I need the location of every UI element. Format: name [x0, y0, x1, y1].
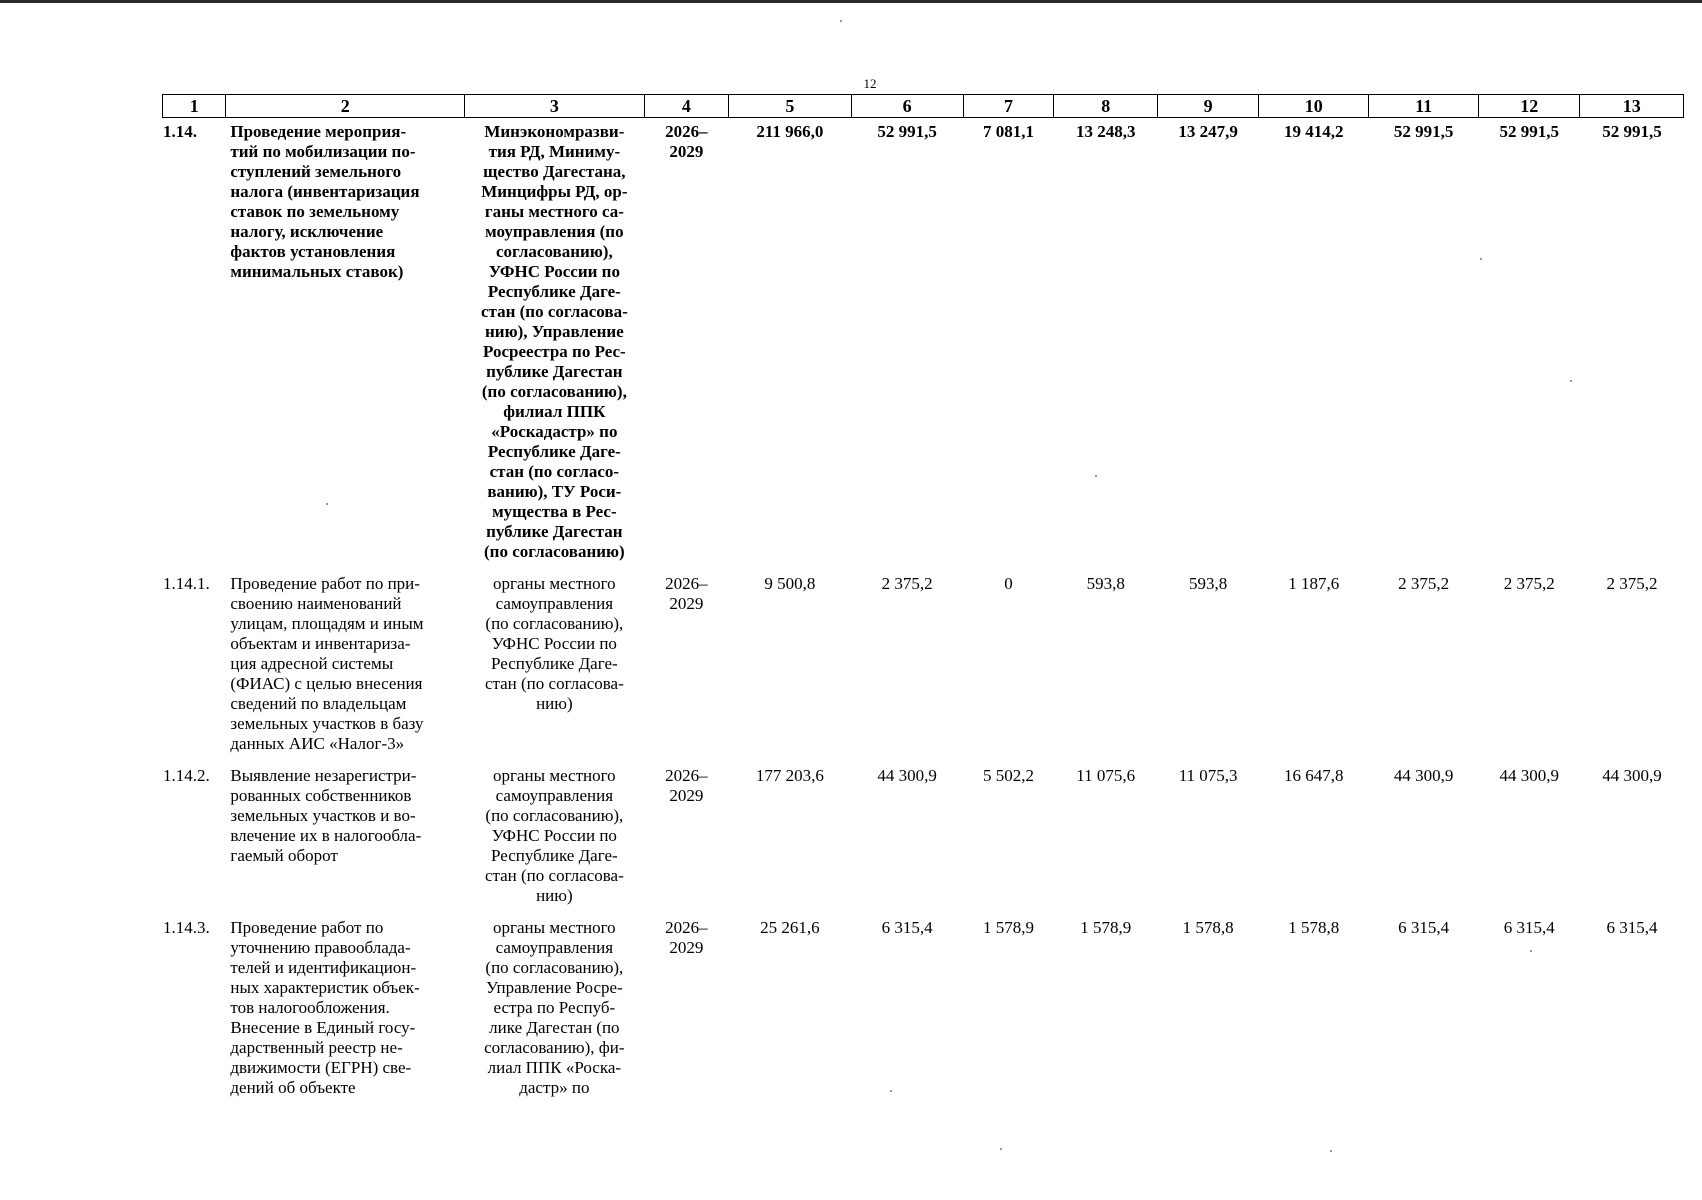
value-col-11: 6 315,4: [1398, 918, 1450, 937]
value-col-8: 11 075,6: [1076, 766, 1136, 785]
period-line: 2029: [669, 142, 704, 161]
activity-name: [226, 914, 465, 1106]
value-col-7: 1 578,9: [983, 918, 1035, 937]
activity-name-line: объектам и инвентариза-: [230, 634, 411, 653]
executors-line: органы местного: [493, 766, 616, 785]
activity-name-line: налога (инвентаризация: [230, 182, 420, 201]
activity-name-line: Проведение работ по при-: [230, 574, 420, 593]
activity-name-line: Проведение мероприя-: [230, 122, 407, 141]
value-col-7: 7 081,1: [983, 122, 1035, 141]
executors-line: моуправления (по: [485, 222, 624, 241]
executors-line: Управление Росре-: [486, 978, 623, 997]
scan-speck: [1330, 1150, 1332, 1152]
executors-line: согласованию), фи-: [484, 1038, 625, 1057]
value-col-8: 1 578,9: [1080, 918, 1132, 937]
column-header-3: 3: [465, 95, 645, 118]
period-line: 2029: [669, 786, 704, 805]
value-col-9: 13 247,9: [1178, 122, 1238, 141]
executors-line: Республике Даге-: [491, 846, 618, 865]
column-header-4: 4: [644, 95, 729, 118]
activity-name-line: данных АИС «Налог-3»: [230, 734, 405, 753]
header-row: [163, 95, 1684, 118]
value-col-13: 6 315,4: [1606, 918, 1658, 937]
value-col-6: 44 300,9: [877, 766, 937, 785]
executors-line: естра по Респуб-: [493, 998, 616, 1017]
activity-name-line: ставок по земельному: [230, 202, 400, 221]
table-row: [163, 118, 1684, 571]
activity-name-line: земельных участков в базу: [230, 714, 424, 733]
value-col-13: 52 991,5: [1602, 122, 1662, 141]
executors-line: щество Дагестана,: [483, 162, 626, 181]
executors-line: нию): [536, 694, 573, 713]
executors-line: публике Дагестан: [486, 522, 623, 541]
value-col-12: 44 300,9: [1499, 766, 1559, 785]
executors-line: самоуправления: [495, 786, 614, 805]
column-header-7: 7: [963, 95, 1054, 118]
period: [644, 118, 729, 571]
value-col-13: 2 375,2: [1606, 574, 1658, 593]
executors-line: стан (по согласова-: [480, 302, 628, 321]
period-line: 2029: [669, 938, 704, 957]
activity-name-line: ступлений земельного: [230, 162, 402, 181]
column-header-11: 11: [1369, 95, 1479, 118]
activity-name: [226, 118, 465, 571]
value-col-6: 2 375,2: [881, 574, 933, 593]
column-header-5: 5: [729, 95, 852, 118]
value-col-5: 211 966,0: [756, 122, 824, 141]
period-line: 2026–: [665, 122, 708, 141]
value-col-5: 25 261,6: [760, 918, 820, 937]
value-col-8: 593,8: [1086, 574, 1125, 593]
page-number: 12: [863, 76, 877, 91]
column-header-9: 9: [1157, 95, 1258, 118]
executors-line: лиал ППК «Роска-: [487, 1058, 622, 1077]
column-header-12: 12: [1479, 95, 1580, 118]
activity-name-line: движимости (ЕГРН) све-: [230, 1058, 412, 1077]
executors-line: ванию), ТУ Роси-: [487, 482, 622, 501]
activity-name-line: Проведение работ по: [230, 918, 384, 937]
activity-name-line: улицам, площадям и иным: [230, 614, 424, 633]
activity-name-line: сведений по владельцам: [230, 694, 407, 713]
period-line: 2026–: [665, 918, 708, 937]
executors-line: стан (по согласова-: [484, 674, 624, 693]
period: [644, 762, 729, 914]
value-col-13: 44 300,9: [1602, 766, 1662, 785]
executors-line: мущества в Рес-: [492, 502, 617, 521]
value-col-10: 16 647,8: [1284, 766, 1344, 785]
value-col-7: 5 502,2: [983, 766, 1035, 785]
row-number: 1.14.: [163, 122, 197, 141]
activity-name-line: уточнению правооблада-: [230, 938, 411, 957]
activity-name-line: телей и идентификацион-: [230, 958, 417, 977]
activity-name-line: Внесение в Единый госу-: [230, 1018, 416, 1037]
activity-name-line: минимальных ставок): [230, 262, 404, 281]
executors-line: «Роскадастр» по: [491, 422, 618, 441]
activity-name-line: гаемый оборот: [230, 846, 338, 865]
executors-line: стан (по согласова-: [484, 866, 624, 885]
activity-name-line: тий по мобилизации по-: [230, 142, 416, 161]
executors-line: органы местного: [493, 918, 616, 937]
value-col-11: 44 300,9: [1393, 766, 1454, 785]
executors-line: УФНС России по: [491, 826, 617, 845]
period-line: 2026–: [665, 766, 708, 785]
table-body: [163, 118, 1684, 1107]
column-header-6: 6: [851, 95, 963, 118]
period-line: 2029: [669, 594, 704, 613]
value-col-6: 52 991,5: [877, 122, 937, 141]
scan-speck: [1000, 1148, 1002, 1150]
executors: [465, 762, 645, 914]
activity-name-line: ция адресной системы: [230, 654, 394, 673]
activity-name-line: ных характеристик объек-: [230, 978, 420, 997]
activity-name-line: налогу, исключение: [230, 222, 384, 241]
executors-line: (по согласованию),: [485, 806, 624, 825]
executors-line: лике Дагестан (по: [489, 1018, 620, 1037]
column-header-13: 13: [1580, 95, 1684, 118]
executors-line: публике Дагестан: [486, 362, 623, 381]
executors-line: Республике Даге-: [487, 282, 621, 301]
column-header-2: 2: [226, 95, 465, 118]
budget-table: [162, 94, 1684, 1106]
executors-line: ганы местного са-: [484, 202, 624, 221]
executors-line: Минэкономразви-: [484, 122, 625, 141]
value-col-5: 177 203,6: [755, 766, 824, 785]
activity-name-line: рованных собственников: [230, 786, 412, 805]
table-row: [163, 762, 1684, 914]
executors-line: (по согласованию),: [485, 614, 624, 633]
value-col-12: 6 315,4: [1503, 918, 1555, 937]
activity-name-line: (ФИАС) с целью внесения: [230, 674, 423, 693]
value-col-10: 1 578,8: [1288, 918, 1340, 937]
executors-line: стан (по согласо-: [489, 462, 620, 481]
value-col-12: 52 991,5: [1499, 122, 1559, 141]
executors-line: Республике Даге-: [491, 654, 618, 673]
executors-line: самоуправления: [495, 594, 614, 613]
value-col-10: 1 187,6: [1288, 574, 1340, 593]
activity-name: [226, 570, 465, 762]
executors-line: филиал ППК: [503, 402, 606, 421]
table-row: [163, 914, 1684, 1106]
value-col-9: 11 075,3: [1178, 766, 1238, 785]
executors-line: органы местного: [493, 574, 616, 593]
value-col-12: 2 375,2: [1503, 574, 1555, 593]
activity-name-line: влечение их в налогообла-: [230, 826, 422, 845]
scan-top-edge: [0, 0, 1702, 3]
column-header-1: 1: [163, 95, 226, 118]
executors-line: нию): [536, 886, 573, 905]
executors-line: тия РД, Миниму-: [488, 142, 621, 161]
executors-line: (по согласованию),: [485, 958, 624, 977]
executors-line: УФНС России по: [488, 262, 620, 281]
executors: [465, 914, 645, 1106]
column-header-10: 10: [1259, 95, 1369, 118]
executors: [465, 118, 645, 571]
activity-name-line: дарственный реестр не-: [230, 1038, 403, 1057]
executors: [465, 570, 645, 762]
period: [644, 914, 729, 1106]
row-number: 1.14.3.: [163, 918, 210, 937]
value-col-9: 1 578,8: [1182, 918, 1234, 937]
table-row: [163, 570, 1684, 762]
executors-line: Республике Даге-: [487, 442, 621, 461]
executors-line: (по согласованию): [484, 542, 625, 561]
value-col-5: 9 500,8: [764, 574, 816, 593]
executors-line: Минцифры РД, ор-: [481, 182, 628, 201]
value-col-6: 6 315,4: [881, 918, 933, 937]
row-number: 1.14.1.: [163, 574, 210, 593]
executors-line: согласованию),: [495, 242, 613, 261]
value-col-9: 593,8: [1189, 574, 1228, 593]
period: [644, 570, 729, 762]
activity-name-line: тов налогообложения.: [230, 998, 390, 1017]
value-col-8: 13 248,3: [1075, 122, 1136, 141]
period-line: 2026–: [665, 574, 708, 593]
activity-name-line: фактов установления: [230, 242, 396, 261]
executors-line: дастр» по: [519, 1078, 590, 1097]
executors-line: Росреестра по Рес-: [482, 342, 626, 361]
value-col-7: 0: [1004, 574, 1013, 593]
scan-speck: [840, 20, 842, 22]
executors-line: самоуправления: [495, 938, 614, 957]
executors-line: нию), Управление: [484, 322, 624, 341]
value-col-11: 2 375,2: [1398, 574, 1450, 593]
executors-line: (по согласованию),: [481, 382, 627, 401]
activity-name-line: Выявление незарегистри-: [230, 766, 417, 785]
activity-name-line: своению наименований: [230, 594, 402, 613]
row-number: 1.14.2.: [163, 766, 210, 785]
value-col-10: 19 414,2: [1284, 122, 1344, 141]
value-col-11: 52 991,5: [1393, 122, 1454, 141]
column-header-8: 8: [1054, 95, 1158, 118]
activity-name-line: земельных участков и во-: [230, 806, 416, 825]
activity-name-line: дений об объекте: [230, 1078, 356, 1097]
activity-name: [226, 762, 465, 914]
executors-line: УФНС России по: [491, 634, 617, 653]
